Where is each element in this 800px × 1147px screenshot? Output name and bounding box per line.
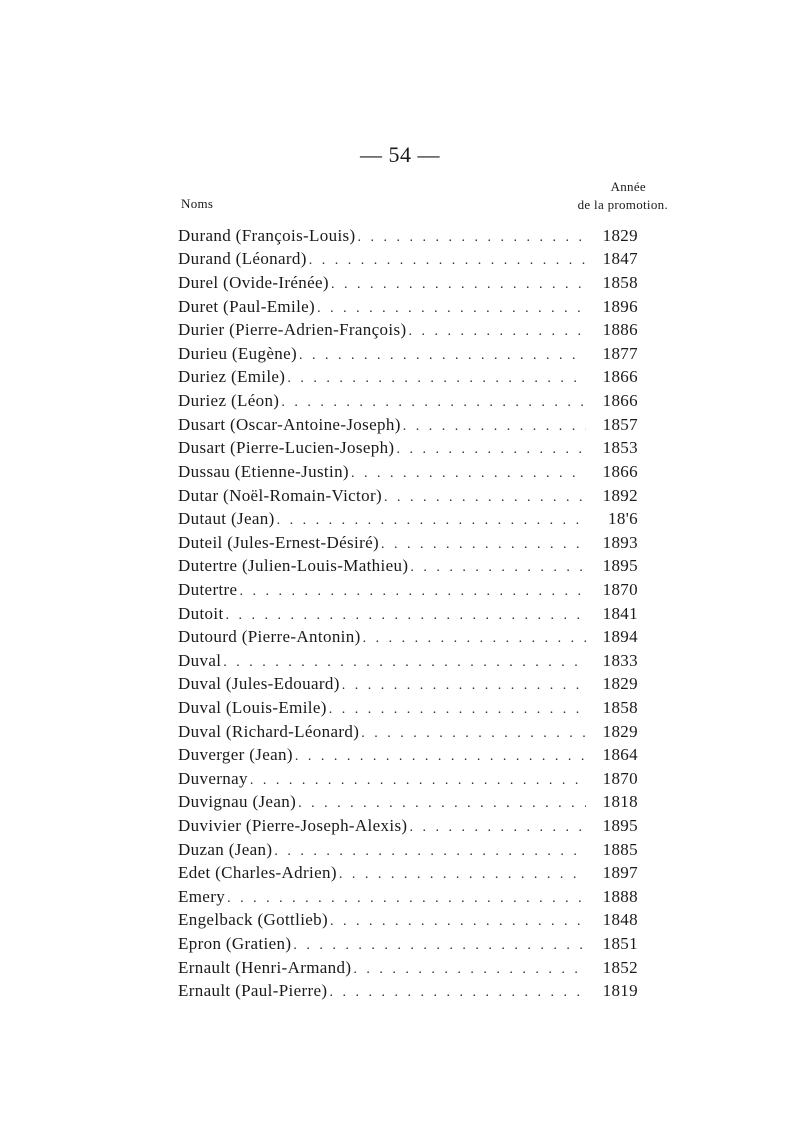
list-item — [178, 838, 638, 862]
entry-year: 1866 — [602, 461, 638, 481]
entry-year: 1858 — [602, 697, 638, 717]
list-item — [178, 555, 638, 579]
entry-name: Duret (Paul-Emile) — [178, 296, 316, 316]
dot-leader — [287, 371, 586, 387]
dot-leader — [223, 655, 586, 671]
entry-name: Duzan (Jean) — [178, 839, 273, 859]
entry-name: Ernault (Paul-Pierre) — [178, 981, 328, 1001]
column-header-year — [520, 178, 668, 214]
entry-name: Dutertre (Julien-Louis-Mathieu) — [178, 556, 409, 576]
dot-leader — [396, 442, 586, 458]
entry-name: Engelback (Gottlieb) — [178, 910, 329, 930]
names-list — [178, 224, 638, 1003]
entry-name: Duval (Louis-Emile) — [178, 697, 327, 717]
list-item — [178, 342, 638, 366]
entry-name: Duval (Richard-Léonard) — [178, 721, 360, 741]
entry-year: 1866 — [602, 391, 638, 411]
entry-year: 1870 — [602, 579, 638, 599]
entry-year: 1841 — [602, 603, 638, 623]
dot-leader — [250, 773, 586, 789]
entry-year: 1847 — [602, 249, 638, 269]
entry-name: Ernault (Henri-Armand) — [178, 957, 352, 977]
entry-name: Durieu (Eugène) — [178, 343, 298, 363]
list-item — [178, 578, 638, 602]
entry-year: 18'6 — [608, 509, 638, 529]
list-item — [178, 743, 638, 767]
column-header-names: Noms — [181, 196, 214, 211]
dot-leader — [299, 348, 586, 364]
list-item — [178, 980, 638, 1004]
entry-name: Durel (Ovide-Irénée) — [178, 273, 329, 293]
entry-name: Dutertre — [178, 579, 238, 599]
list-item — [178, 413, 638, 437]
dot-leader — [363, 631, 586, 647]
entry-name: Duvivier (Pierre-Joseph-Alexis) — [178, 816, 408, 836]
page-number: — 54 — — [360, 142, 440, 167]
list-item — [178, 909, 638, 933]
dot-leader — [342, 678, 586, 694]
list-item — [178, 649, 638, 673]
entry-year: 1833 — [602, 650, 638, 670]
entry-year: 1885 — [602, 839, 638, 859]
list-item — [178, 248, 638, 272]
entry-name: Epron (Gratien) — [178, 934, 292, 954]
entry-name: Duteil (Jules-Ernest-Désiré) — [178, 532, 379, 552]
dot-leader — [331, 277, 586, 293]
list-item — [178, 507, 638, 531]
entry-year: 1866 — [602, 367, 638, 387]
list-item — [178, 602, 638, 626]
dot-leader — [329, 985, 586, 1001]
entry-name: Dutaut (Jean) — [178, 509, 275, 529]
dot-leader — [281, 395, 586, 411]
dot-leader — [309, 253, 586, 269]
entry-year: 1893 — [602, 532, 638, 552]
list-item — [178, 625, 638, 649]
entry-year: 1848 — [602, 910, 638, 930]
entry-year: 1864 — [602, 745, 638, 765]
list-item — [178, 885, 638, 909]
entry-year: 1897 — [602, 863, 638, 883]
list-item — [178, 224, 638, 248]
entry-name: Duriez (Léon) — [178, 391, 280, 411]
list-item — [178, 791, 638, 815]
list-item — [178, 460, 638, 484]
dot-leader — [403, 419, 586, 435]
entry-year: 1829 — [602, 674, 638, 694]
entry-year: 1896 — [602, 296, 638, 316]
list-item — [178, 484, 638, 508]
list-item — [178, 696, 638, 720]
list-item — [178, 720, 638, 744]
list-item — [178, 318, 638, 342]
dot-leader — [298, 796, 586, 812]
entry-year: 1877 — [602, 343, 638, 363]
dot-leader — [274, 844, 586, 860]
entry-name: Dutourd (Pierre-Antonin) — [178, 627, 361, 647]
dot-leader — [239, 584, 586, 600]
column-header-year-line1: Année — [610, 179, 646, 194]
entry-name: Duriez (Emile) — [178, 367, 286, 387]
list-item — [178, 531, 638, 555]
entry-year: 1857 — [602, 414, 638, 434]
entry-year: 1895 — [602, 556, 638, 576]
entry-name: Duvernay — [178, 768, 248, 788]
entry-name: Emery — [178, 886, 226, 906]
list-item — [178, 767, 638, 791]
entry-name: Durand (Léonard) — [178, 249, 307, 269]
entry-name: Dutar (Noël-Romain-Victor) — [178, 485, 382, 505]
entry-name: Dusart (Oscar-Antoine-Joseph) — [178, 414, 401, 434]
list-item — [178, 295, 638, 319]
entry-year: 1895 — [602, 816, 638, 836]
entry-year: 1819 — [602, 981, 638, 1001]
dot-leader — [361, 726, 586, 742]
dot-leader — [381, 537, 586, 553]
entry-name: Edet (Charles-Adrien) — [178, 863, 337, 883]
entry-year: 1870 — [602, 768, 638, 788]
entry-name: Durand (François-Louis) — [178, 225, 356, 245]
dot-leader — [226, 608, 586, 624]
entry-year: 1888 — [602, 886, 638, 906]
entry-name: Duval (Jules-Edouard) — [178, 674, 340, 694]
dot-leader — [351, 466, 586, 482]
entry-year: 1852 — [602, 957, 638, 977]
dot-leader — [353, 962, 586, 978]
dot-leader — [408, 324, 586, 340]
dot-leader — [277, 513, 586, 529]
entry-name: Durier (Pierre-Adrien-François) — [178, 320, 407, 340]
list-item — [178, 932, 638, 956]
entry-year: 1886 — [602, 320, 638, 340]
entry-year: 1892 — [602, 485, 638, 505]
entry-name: Dussau (Etienne-Justin) — [178, 461, 349, 481]
dot-leader — [293, 938, 586, 954]
entry-name: Duverger (Jean) — [178, 745, 293, 765]
dot-leader — [409, 820, 586, 836]
entry-name: Duval — [178, 650, 222, 670]
entry-year: 1829 — [602, 225, 638, 245]
dot-leader — [410, 560, 586, 576]
list-item — [178, 673, 638, 697]
entry-year: 1829 — [602, 721, 638, 741]
dot-leader — [330, 914, 586, 930]
entry-name: Duvignau (Jean) — [178, 792, 297, 812]
dot-leader — [295, 749, 586, 765]
dot-leader — [329, 702, 586, 718]
list-item — [178, 814, 638, 838]
entry-name: Dusart (Pierre-Lucien-Joseph) — [178, 438, 395, 458]
entry-year: 1894 — [602, 627, 638, 647]
list-item — [178, 956, 638, 980]
dot-leader — [227, 891, 586, 907]
list-item — [178, 366, 638, 390]
entry-year: 1851 — [602, 934, 638, 954]
list-item — [178, 389, 638, 413]
entry-year: 1858 — [602, 273, 638, 293]
list-item — [178, 861, 638, 885]
column-header-year-line2: de la promotion. — [577, 197, 668, 212]
entry-year: 1818 — [602, 792, 638, 812]
dot-leader — [339, 867, 586, 883]
entry-year: 1853 — [602, 438, 638, 458]
list-item — [178, 436, 638, 460]
dot-leader — [384, 490, 586, 506]
entry-name: Dutoit — [178, 603, 224, 623]
dot-leader — [358, 230, 586, 246]
dot-leader — [317, 301, 586, 317]
list-item — [178, 271, 638, 295]
